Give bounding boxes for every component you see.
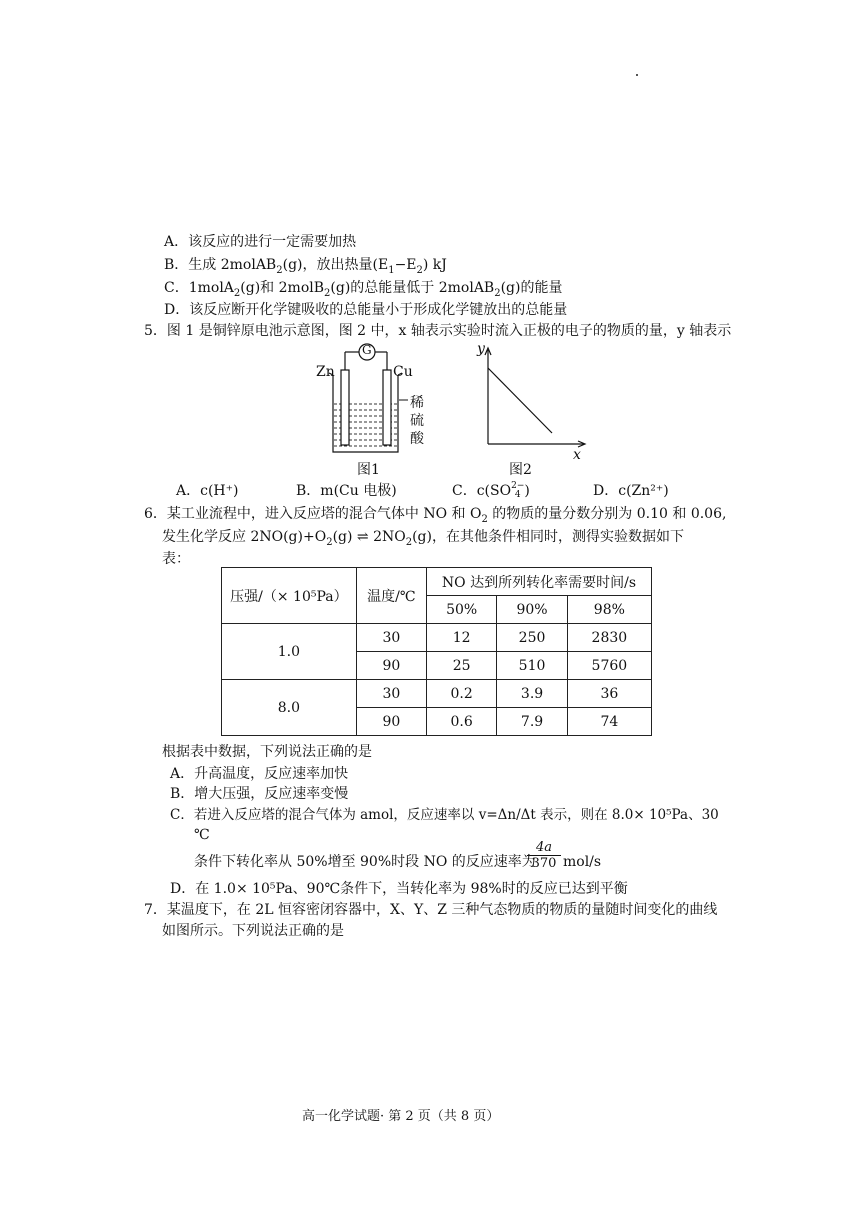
q4-option-c: C．1molA$_2$(g)和 2molB$_2$(g)的总能量低于 2molAB$_2$(g)的能量: [164, 280, 563, 299]
q6-option-a: A．升高温度，反应速率加快: [170, 766, 349, 782]
q6-option-d: D．在 1.0× 10⁵Pa、90℃条件下，当转化率为 98%时的反应已达到平衡: [170, 881, 628, 897]
time-cell: 2830: [567, 624, 651, 652]
q6-option-c-line1: C．若进入反应塔的混合气体为 amol，反应速率以 v=Δn/Δt 表示，则在 8.0× 10⁵Pa、30: [170, 807, 719, 823]
q6-stem-line1: 6．某工业流程中，进入反应塔的混合气体中 NO 和 $O_2$ 的物质的量分数分别为 0.10 和 0.06,: [144, 506, 727, 525]
time-cell: 12: [426, 624, 496, 652]
q6-stem-line2: 发生化学反应 $2NO(g)+O_2(g)$ ⇌ $2NO_2(g)$，在其他条件相同时，测得实验数据如下: [162, 529, 684, 548]
figure-2-caption: 图2: [509, 462, 532, 478]
cu-electrode: [383, 370, 391, 445]
fraction-numerator: 4a: [527, 840, 561, 856]
page-footer: 高一化学试题· 第 2 页（共 8 页）: [302, 1109, 500, 1124]
header-98: 98%: [567, 596, 651, 624]
q5-option-c: C．c(SO 2− 4 ): [452, 481, 530, 500]
time-cell: 25: [426, 652, 496, 680]
time-cell: 510: [497, 652, 567, 680]
header-pressure: 压强/（× 10⁵Pa）: [222, 568, 357, 624]
header-50: 50%: [426, 596, 496, 624]
acid-label-2: 硫: [410, 413, 424, 429]
q6-prompt: 根据表中数据，下列说法正确的是: [162, 744, 372, 760]
q7-stem-line2: 如图所示。下列说法正确的是: [162, 923, 344, 939]
q5-figures: [300, 340, 610, 480]
zn-electrode: [341, 370, 349, 445]
time-cell: 74: [567, 708, 651, 736]
time-cell: 36: [567, 680, 651, 708]
figure-1-caption: 图1: [357, 462, 380, 478]
pressure-cell: 8.0: [222, 680, 357, 736]
table-row: [222, 624, 652, 652]
q6-option-b: B．增大压强，反应速率变慢: [170, 786, 349, 802]
q6-data-table: [221, 567, 652, 736]
rate-fraction: [527, 840, 561, 871]
temp-cell: 90: [356, 652, 426, 680]
time-cell: 0.6: [426, 708, 496, 736]
figure-1-galvanic-cell: [329, 344, 408, 452]
time-cell: 5760: [567, 652, 651, 680]
x-axis-label: x: [573, 447, 581, 463]
header-time: NO 达到所列转化率需要时间/s: [426, 568, 651, 596]
header-temperature: 温度/℃: [356, 568, 426, 624]
temp-cell: 30: [356, 624, 426, 652]
q7-stem-line1: 7．某温度下，在 2L 恒容密闭容器中，X、Y、Z 三种气态物质的物质的量随时间变化的曲线: [144, 902, 718, 918]
galvanometer-label: G: [362, 343, 372, 357]
q5-stem: 5．图 1 是铜锌原电池示意图，图 2 中，x 轴表示实验时流入正极的电子的物质的量，y 轴表示: [144, 323, 732, 339]
decreasing-line: [488, 368, 552, 433]
q4-option-d: D．该反应断开化学键吸收的总能量小于形成化学键放出的总能量: [164, 302, 568, 318]
pressure-cell: 1.0: [222, 624, 357, 680]
q5-option-d: D．c(Zn²⁺): [593, 483, 669, 499]
temp-cell: 90: [356, 708, 426, 736]
q6-option-c-line2: ℃: [194, 827, 210, 843]
time-cell: 3.9: [497, 680, 567, 708]
fraction-unit: mol/s: [563, 854, 602, 870]
y-axis-label: y: [477, 341, 485, 357]
fraction-denominator: 370: [531, 856, 557, 871]
time-cell: 7.9: [497, 708, 567, 736]
table-row: [222, 680, 652, 708]
header-90: 90%: [497, 596, 567, 624]
q4-option-a: A．该反应的进行一定需要加热: [164, 234, 357, 250]
q4-option-b: B．生成 2molAB$_2$(g)，放出热量$(E_1-E_2)$ kJ: [164, 257, 447, 276]
q6-stem-line3: 表：: [162, 551, 190, 567]
figure-2-graph: [485, 348, 585, 447]
cu-label: Cu: [393, 364, 413, 380]
zn-label: Zn: [316, 364, 335, 380]
q5-option-b: B．m(Cu 电极): [296, 483, 397, 499]
q6-option-c-line3: 条件下转化率从 50%增至 90%时段 NO 的反应速率为: [194, 854, 536, 870]
q5-option-a: A．c(H⁺): [176, 483, 239, 499]
acid-label-3: 酸: [410, 431, 424, 447]
speck: [636, 74, 638, 76]
time-cell: 250: [497, 624, 567, 652]
acid-label-1: 稀: [410, 395, 424, 411]
temp-cell: 30: [356, 680, 426, 708]
time-cell: 0.2: [426, 680, 496, 708]
